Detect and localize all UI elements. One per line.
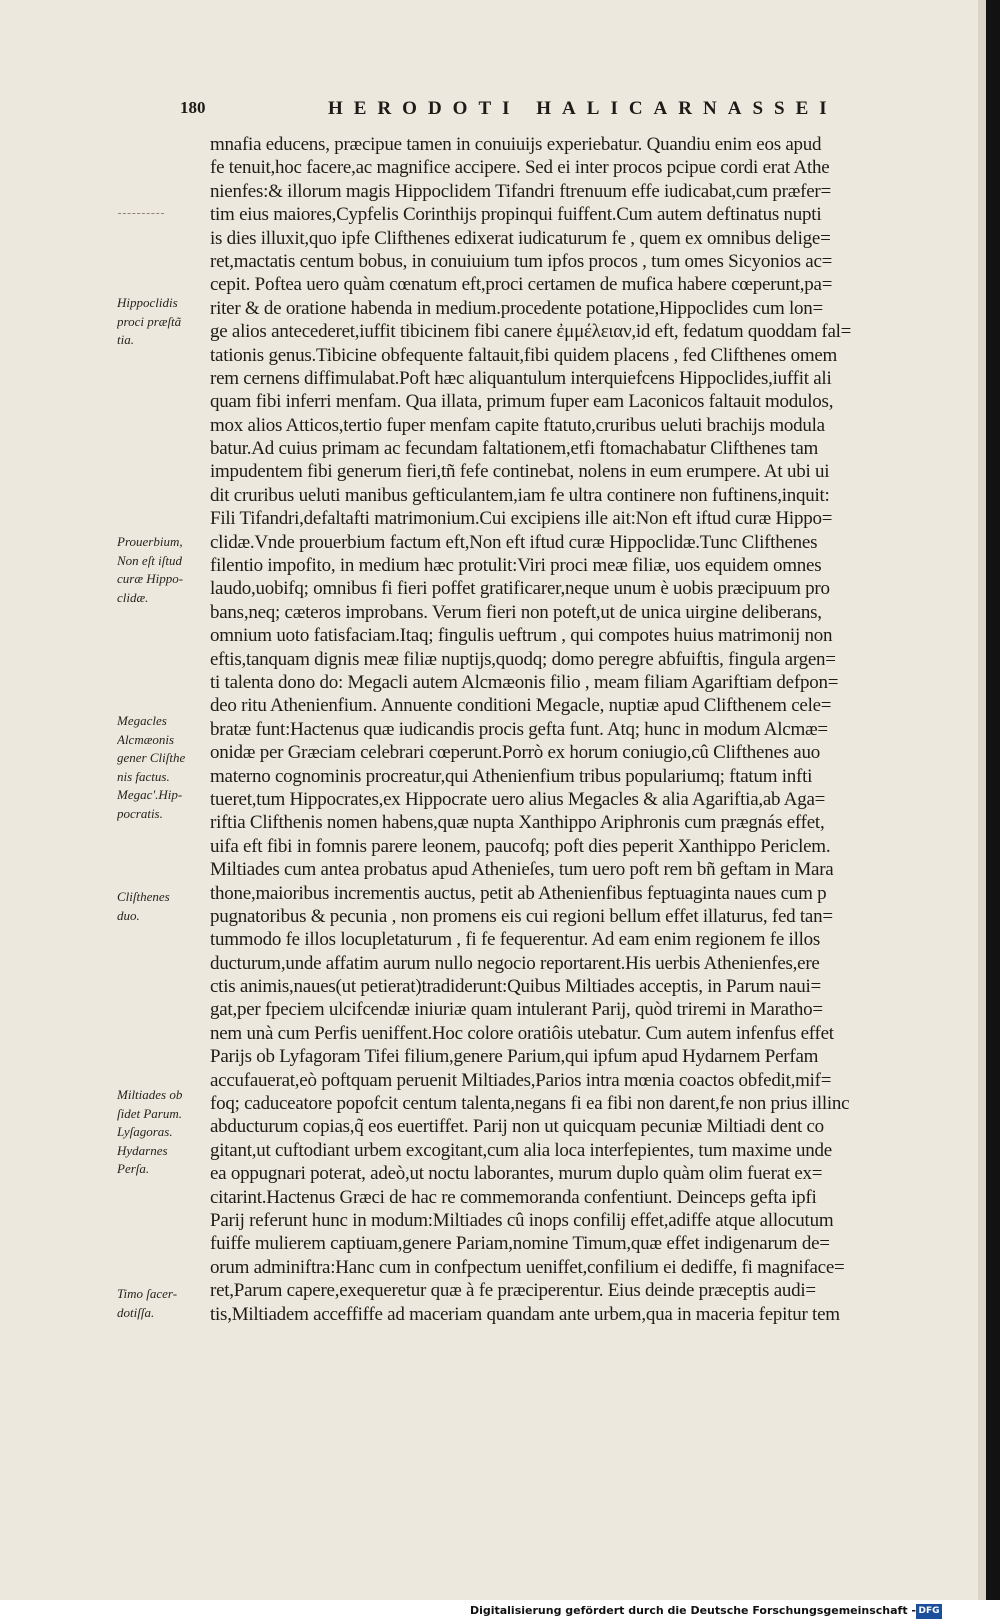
funding-credit: Digitalisierung gefördert durch die Deutsche Forschungsgemeinschaft - xyxy=(469,1604,916,1617)
text-line: foq; caduceatore popofcit centum talenta,negans fi ea fibi non darent,fe non prius illinc xyxy=(210,1093,850,1115)
text-line: ea oppugnari poterat, adeò,ut noctu laborantes, murum duplo quàm olim fuerat ex= xyxy=(210,1163,823,1185)
text-line: abducturum copias,q̃ eos euertiffet. Parij non ut quicquam pecuniæ Miltiadi dent co xyxy=(210,1116,824,1138)
margin-note xyxy=(117,712,211,823)
margin-note-line: Megacles xyxy=(117,713,167,728)
margin-note-line: proci præſtã xyxy=(117,313,182,329)
text-line: citarint.Hactenus Græci de hac re commemoranda confentiunt. Deinceps gefta ipfi xyxy=(210,1186,817,1208)
text-line: ret,mactatis centum bobus, in conuiuium tum ipfos procos , tum omes Sicyonios ac= xyxy=(210,250,833,272)
text-line: tueret,tum Hippocrates,ex Hippocrate uero alius Megacles & alia Agariftia,ab Aga= xyxy=(210,788,826,810)
text-line: bans,neq; cæteros improbans. Verum fieri non poteft,ut de unica uirgine deliberans, xyxy=(210,601,822,623)
text-line: mnafia educens, præcipue tamen in conuiuijs experiebatur. Quandiu enim eos apud xyxy=(210,134,822,155)
margin-note-line: Cliſthenes xyxy=(117,889,170,904)
text-line: laudo,uobifq; omnibus fi fieri poffet gratificarer,neque unum è uobis præcipuum pro xyxy=(210,578,830,600)
dfg-logo: DFG xyxy=(916,1604,942,1619)
text-line: Miltiades cum antea probatus apud Athenieſes, tum uero poft rem bñ geftam in Mara xyxy=(210,859,834,881)
text-line: Parijs ob Lyfagoram Tifei filium,genere Parium,qui ipfum apud Hydarnem Perfam xyxy=(210,1046,819,1068)
text-line: fuiffe mulierem captiuam,genere Pariam,nomine Timum,quæ effet indigenarum de= xyxy=(210,1233,830,1255)
body-text xyxy=(210,133,974,1326)
margin-note-line: Megac'.Hip- xyxy=(117,787,183,802)
running-title: HERODOTI HALICARNASSEI xyxy=(328,98,838,119)
margin-note-line: dotiſſa. xyxy=(117,1304,155,1320)
margin-note-line: gener Cliſthe xyxy=(117,750,186,765)
text-line: filentio impofito, in medium hæc protulit:Viri proci meæ filiæ, uos equidem omnes xyxy=(210,555,822,577)
margin-note-line: tia. xyxy=(117,332,134,347)
margin-note-line: Timo ſacer- xyxy=(117,1286,178,1301)
page-header xyxy=(180,98,960,126)
text-line: mox alios Atticos,tertio fuper menfam capite ftatuto,cruribus ueluti brachijs modula xyxy=(210,414,825,436)
text-line: gat,per fpeciem ulcifcendæ iniuriæ quam intulerant Parij, quòd triremi in Maratho= xyxy=(210,999,823,1021)
text-line: nem unà cum Perfis ueniffent.Hoc colore oratiôis utebatur. Cum autem infenfus effet xyxy=(210,1022,834,1044)
text-line: cepit. Poftea uero quàm cœnatum eft,proci certamen de mufica habere cœperunt,pa= xyxy=(210,274,833,296)
text-line: Fili Tifandri,defaltafti matrimonium.Cui excipiens ille ait:Non eft iftud curæ Hippo= xyxy=(210,508,833,530)
margin-note-line: Hydarnes xyxy=(117,1142,168,1158)
margin-note-line: Perſa. xyxy=(117,1161,150,1176)
margin-note-line: duo. xyxy=(117,907,140,923)
text-line: quam fibi inferri menfam. Qua illata, primum fuper eam Laconicos faltauit modulos, xyxy=(210,391,834,413)
text-line: orum adminiftra:Hanc cum in confpectum ueniffet,confilium ei dediffe, fi magniface= xyxy=(210,1256,845,1278)
text-line: pugnatoribus & pecunia , non promens eis cui regioni bellum effet illaturus, fed tan= xyxy=(210,905,833,927)
text-line: thone,maioribus incrementis auctus, petit ab Athenienfibus feptuaginta naues cum p xyxy=(210,882,827,904)
page-number: 180 xyxy=(180,98,206,117)
text-line: ret,Parum capere,exequeretur quæ à fe præciperentur. Eius deinde præceptis audi= xyxy=(210,1280,816,1302)
margin-note-line: Prouerbium, xyxy=(117,534,183,549)
text-line: accufauerat,eò poftquam peruenit Miltiades,Parios intra mœnia coactos obfedit,mif= xyxy=(210,1069,832,1091)
margin-note xyxy=(117,1285,211,1322)
margin-note-line: Lyſagoras. xyxy=(117,1124,173,1139)
margin-note xyxy=(117,533,211,607)
text-line: clidæ.Vnde prouerbium factum eft,Non eft iftud curæ Hippoclidæ.Tunc Clifthenes xyxy=(210,531,818,553)
text-line: tis,Miltiadem acceffiffe ad maceriam quandam ante urbem,qua in maceria fepitur tem xyxy=(210,1303,840,1325)
margin-note-line: ſidet Parum. xyxy=(117,1105,182,1121)
text-line: ctis animis,naues(ut petierat)tradiderunt:Quibus Miltiades acceptis, in Parum naui= xyxy=(210,976,821,998)
text-line: impudentem fibi generum fieri,tñ fefe continebat, nolens in eum erumpere. At ubi ui xyxy=(210,461,830,483)
text-line: riter & de oratione habenda in medium.procedente potatione,Hippoclides cum lon= xyxy=(210,297,824,319)
text-line: rem cernens diffimulabat.Poft hæc aliquantulum interquiefcens Hippoclides,iuffit ali xyxy=(210,367,832,389)
margin-note-line: Alcmæonis xyxy=(117,731,175,747)
margin-notes xyxy=(117,0,211,1600)
text-line: onidæ per Græciam celebrari cœperunt.Porrò ex horum coniugio,cû Clifthenes auo xyxy=(210,742,820,764)
margin-note xyxy=(117,1086,211,1179)
text-line: Parij referunt hunc in modum:Miltiades cû inops confilij effet,adiffe atque allocutum xyxy=(210,1209,834,1231)
margin-note-line: Hippoclidis xyxy=(117,295,178,310)
text-line: ducturum,unde affatim aurum nullo negocio reportarent.His uerbis Athenienfes,ere xyxy=(210,952,820,974)
text-line: ge alios antecederet,iuffit tibicinem fibi canere ἐμμέλειαν,id eft, fedatum quoddam fal= xyxy=(210,321,852,343)
text-line: bratæ funt:Hactenus quæ iudicandis procis gefta funt. Atq; hunc in modum Alcmæ= xyxy=(210,718,828,740)
margin-note xyxy=(117,294,211,350)
text-line: tim eius maiores,Cypfelis Corinthijs propinqui fuiffent.Cum autem deftinatus nupti xyxy=(210,204,822,226)
text-line: gitant,ut cuftodiant urbem excogitant,cum alia loca interfepientes, tum maxime unde xyxy=(210,1139,832,1161)
digitization-footer xyxy=(0,1600,1000,1623)
margin-note-line: pocratis. xyxy=(117,805,163,821)
text-line: batur.Ad cuius primam ac fecundam faltationem,etfi ftomachabatur Clifthenes tam xyxy=(210,438,819,460)
text-line: riftia Clifthenis nomen habens,quæ nupta Xanthippo Ariphronis cum prægnás effet, xyxy=(210,812,825,834)
text-line: eftis,tanquam dignis meæ filiæ nuptijs,quodq; domo peregre abfuiftis, fingula argen= xyxy=(210,648,836,670)
text-line: uifa eft fibi in fomnis parere leonem, paucofq; poft dies peperit Xanthippo Periclem. xyxy=(210,835,831,857)
margin-note xyxy=(117,888,211,925)
margin-note-line: curæ Hippo- xyxy=(117,571,184,586)
margin-note-line: clidæ. xyxy=(117,589,149,605)
text-line: nienfes:& illorum magis Hippoclidem Tifandri ftrenuum effe iudicabat,cum præfer= xyxy=(210,180,831,202)
text-line: omnium uoto fatisfaciam.Itaq; fingulis ueftrum , qui compotes huius matrimonij non xyxy=(210,625,833,647)
margin-note-line: Non eſt iſtud xyxy=(117,552,182,568)
text-line: is dies illuxit,quo ipfe Clifthenes edixerat iudicaturum fe , quem ex omnibus delige= xyxy=(210,227,831,249)
text-line: tummodo fe illos locupletaturum , fi fe fequerentur. Ad eam enim regionem fe illos xyxy=(210,929,821,951)
text-line: fe tenuit,hoc facere,ac magnifice accipere. Sed ei inter procos pcipue cordi erat Athe xyxy=(210,157,830,179)
text-line: materno cognominis procreatur,qui Athenienfium tribus populariumq; ftatum infti xyxy=(210,765,813,787)
text-line: dit cruribus ueluti manibus gefticulantem,iam fe ultra continere non fuftinens,inquit: xyxy=(210,484,830,506)
text-line: ti talenta dono do: Megacli autem Alcmæonis filio , meam filiam Agariftiam defpon= xyxy=(210,671,839,693)
margin-note-line: nis factus. xyxy=(117,768,170,784)
text-line: tationis genus.Tibicine obfequente faltauit,fibi quidem placens , fed Clifthenes omem xyxy=(210,344,838,366)
text-line: deo ritu Athenienfium. Annuente conditioni Megacle, nuptiæ apud Clifthenem cele= xyxy=(210,695,832,717)
margin-note-line: Miltiades ob xyxy=(117,1087,183,1102)
